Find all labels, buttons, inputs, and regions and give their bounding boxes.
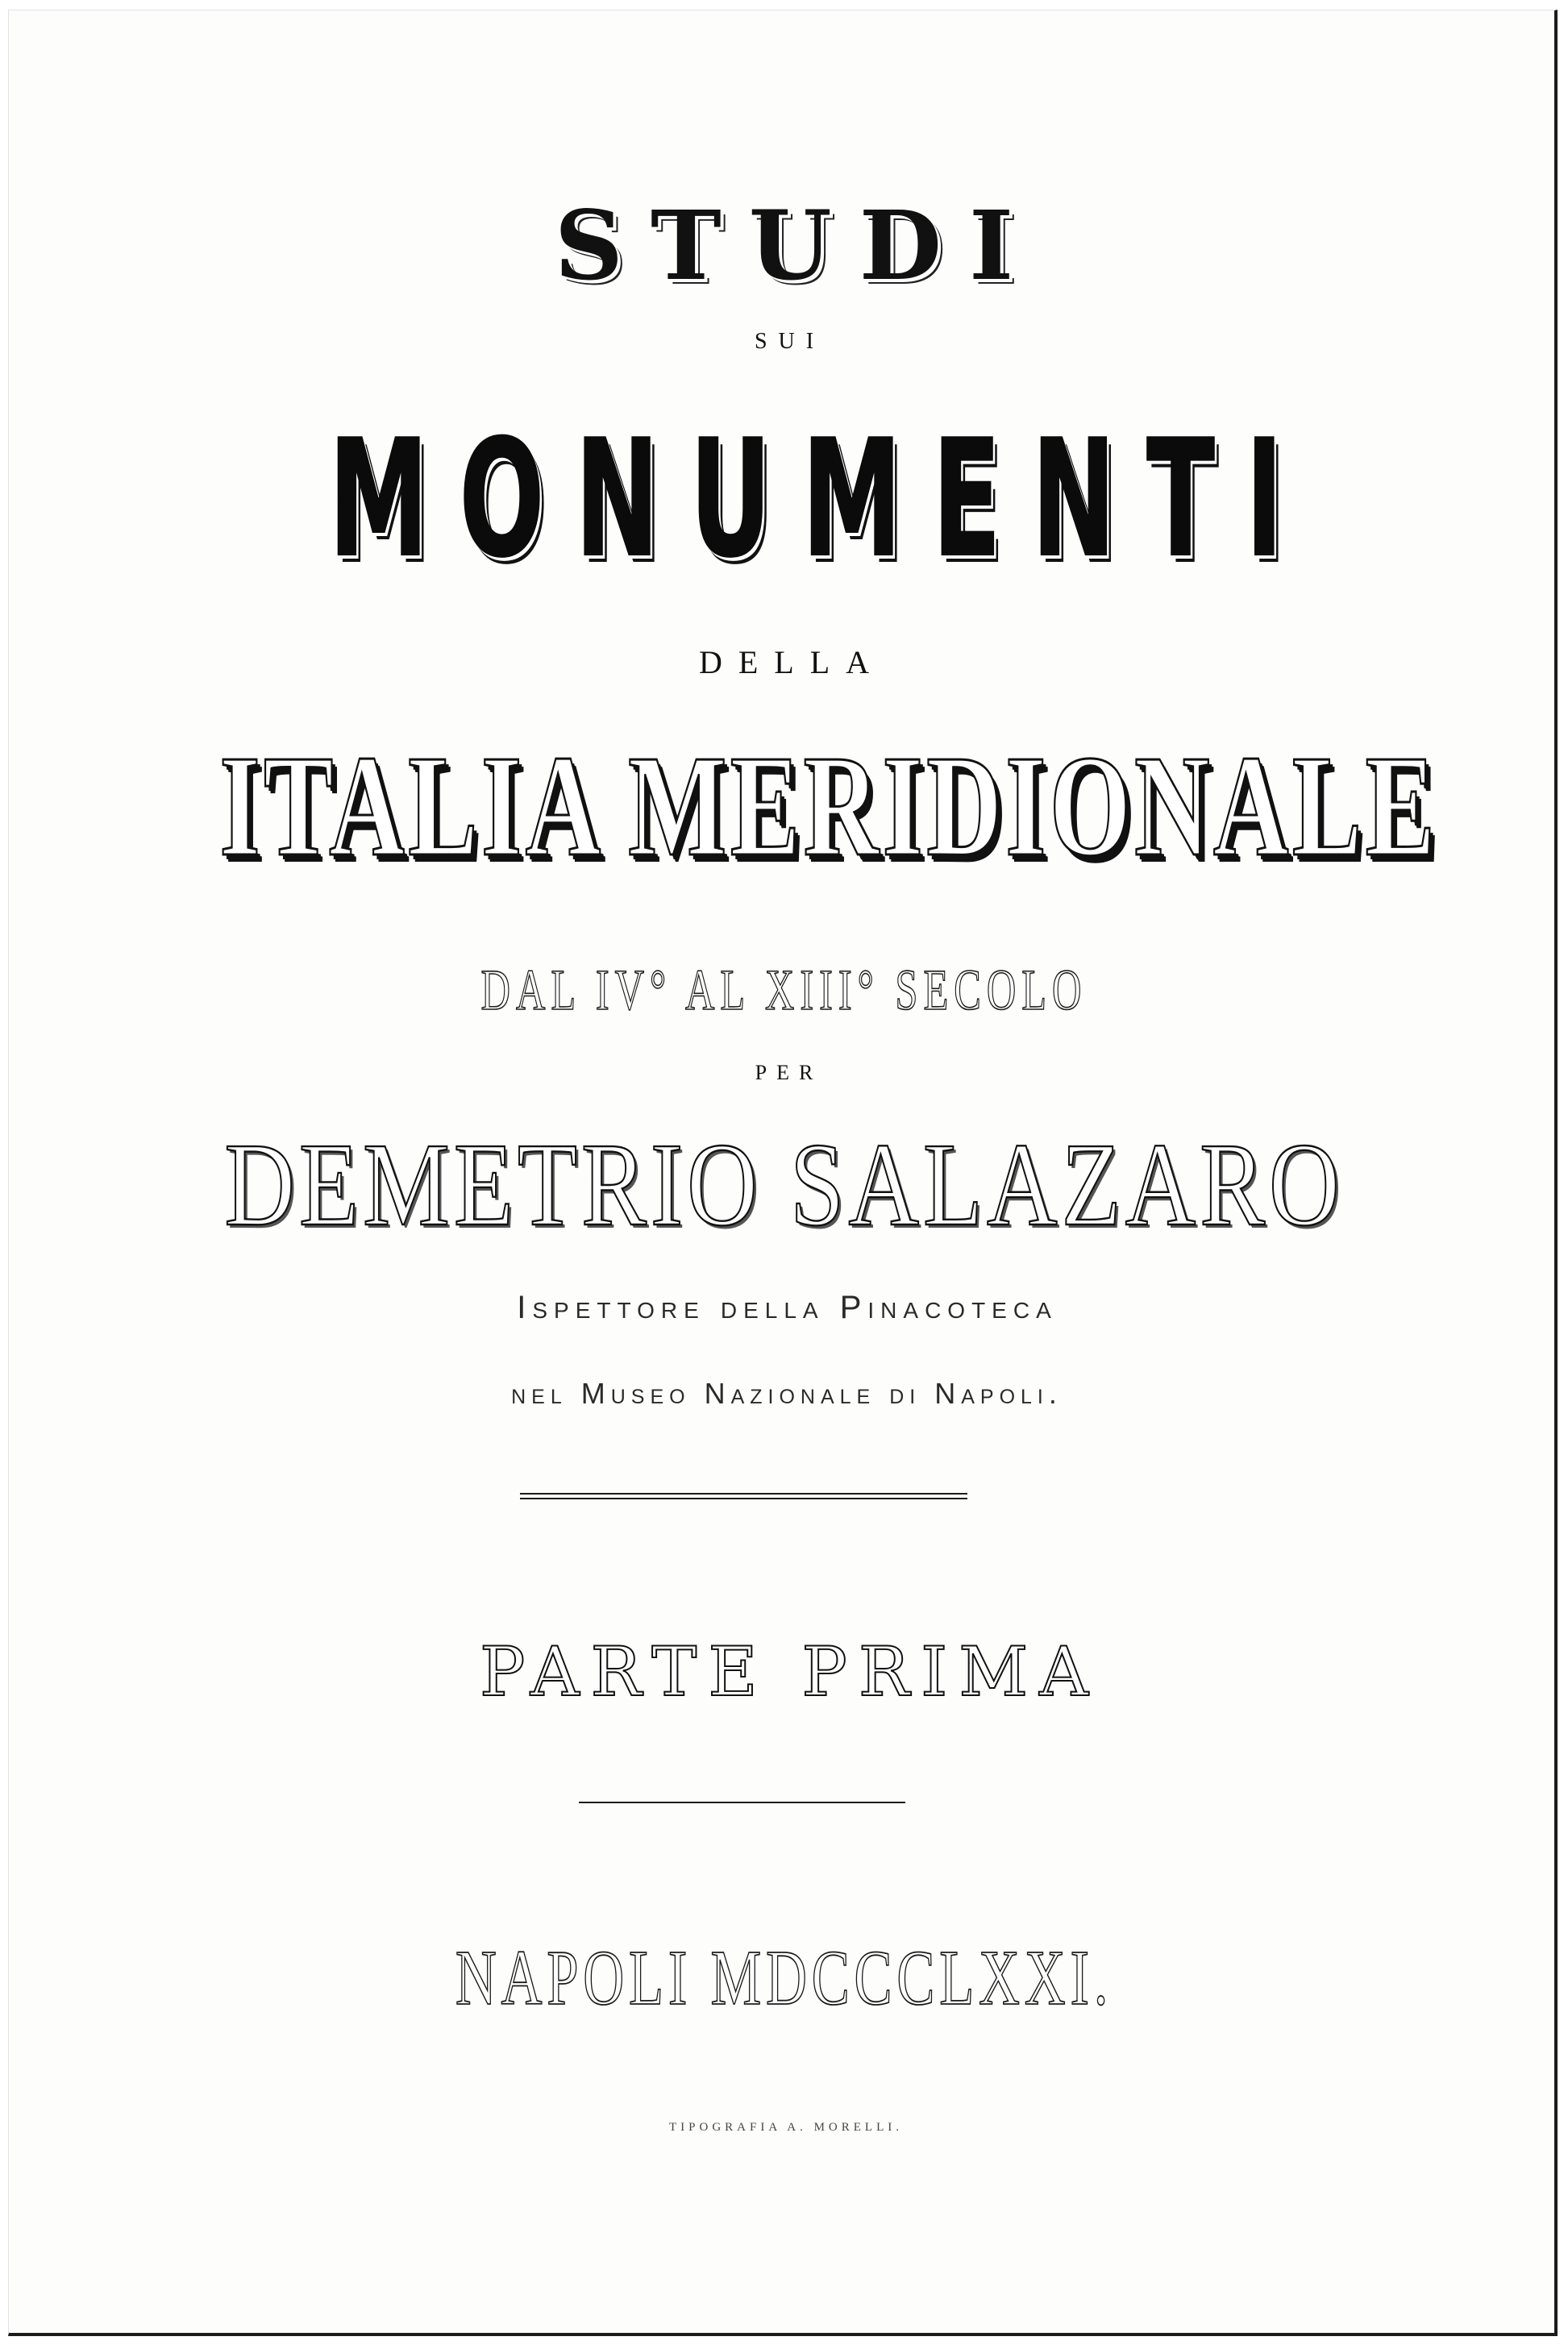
title-word-monumenti: MONUMENTI [328, 405, 1314, 593]
imprint-line: NAPOLI MDCCCLXXI. [455, 1935, 1113, 2022]
title-word-studi: STUDI [554, 189, 1042, 301]
author-title-line-2: nel Museo Nazionale di Napoli. [511, 1377, 1063, 1410]
period-line: DAL IV° AL XIII° SECOLO [480, 958, 1088, 1022]
double-rule-divider [520, 1493, 967, 1499]
author-title-line-1: Ispettore della Pinacoteca [517, 1290, 1058, 1325]
part-heading: PARTE PRIMA [480, 1632, 1100, 1711]
title-word-sui: SUI [754, 329, 826, 354]
printer-line: TIPOGRAFIA A. MORELLI. [668, 2121, 903, 2134]
single-rule-divider [579, 1802, 905, 1803]
title-words-italia-meridionale: ITALIA MERIDIONALE [219, 725, 1439, 886]
author-name: DEMETRIO SALAZARO [224, 1119, 1344, 1251]
title-word-della: DELLA [698, 644, 886, 680]
by-line-per: PER [755, 1061, 823, 1084]
